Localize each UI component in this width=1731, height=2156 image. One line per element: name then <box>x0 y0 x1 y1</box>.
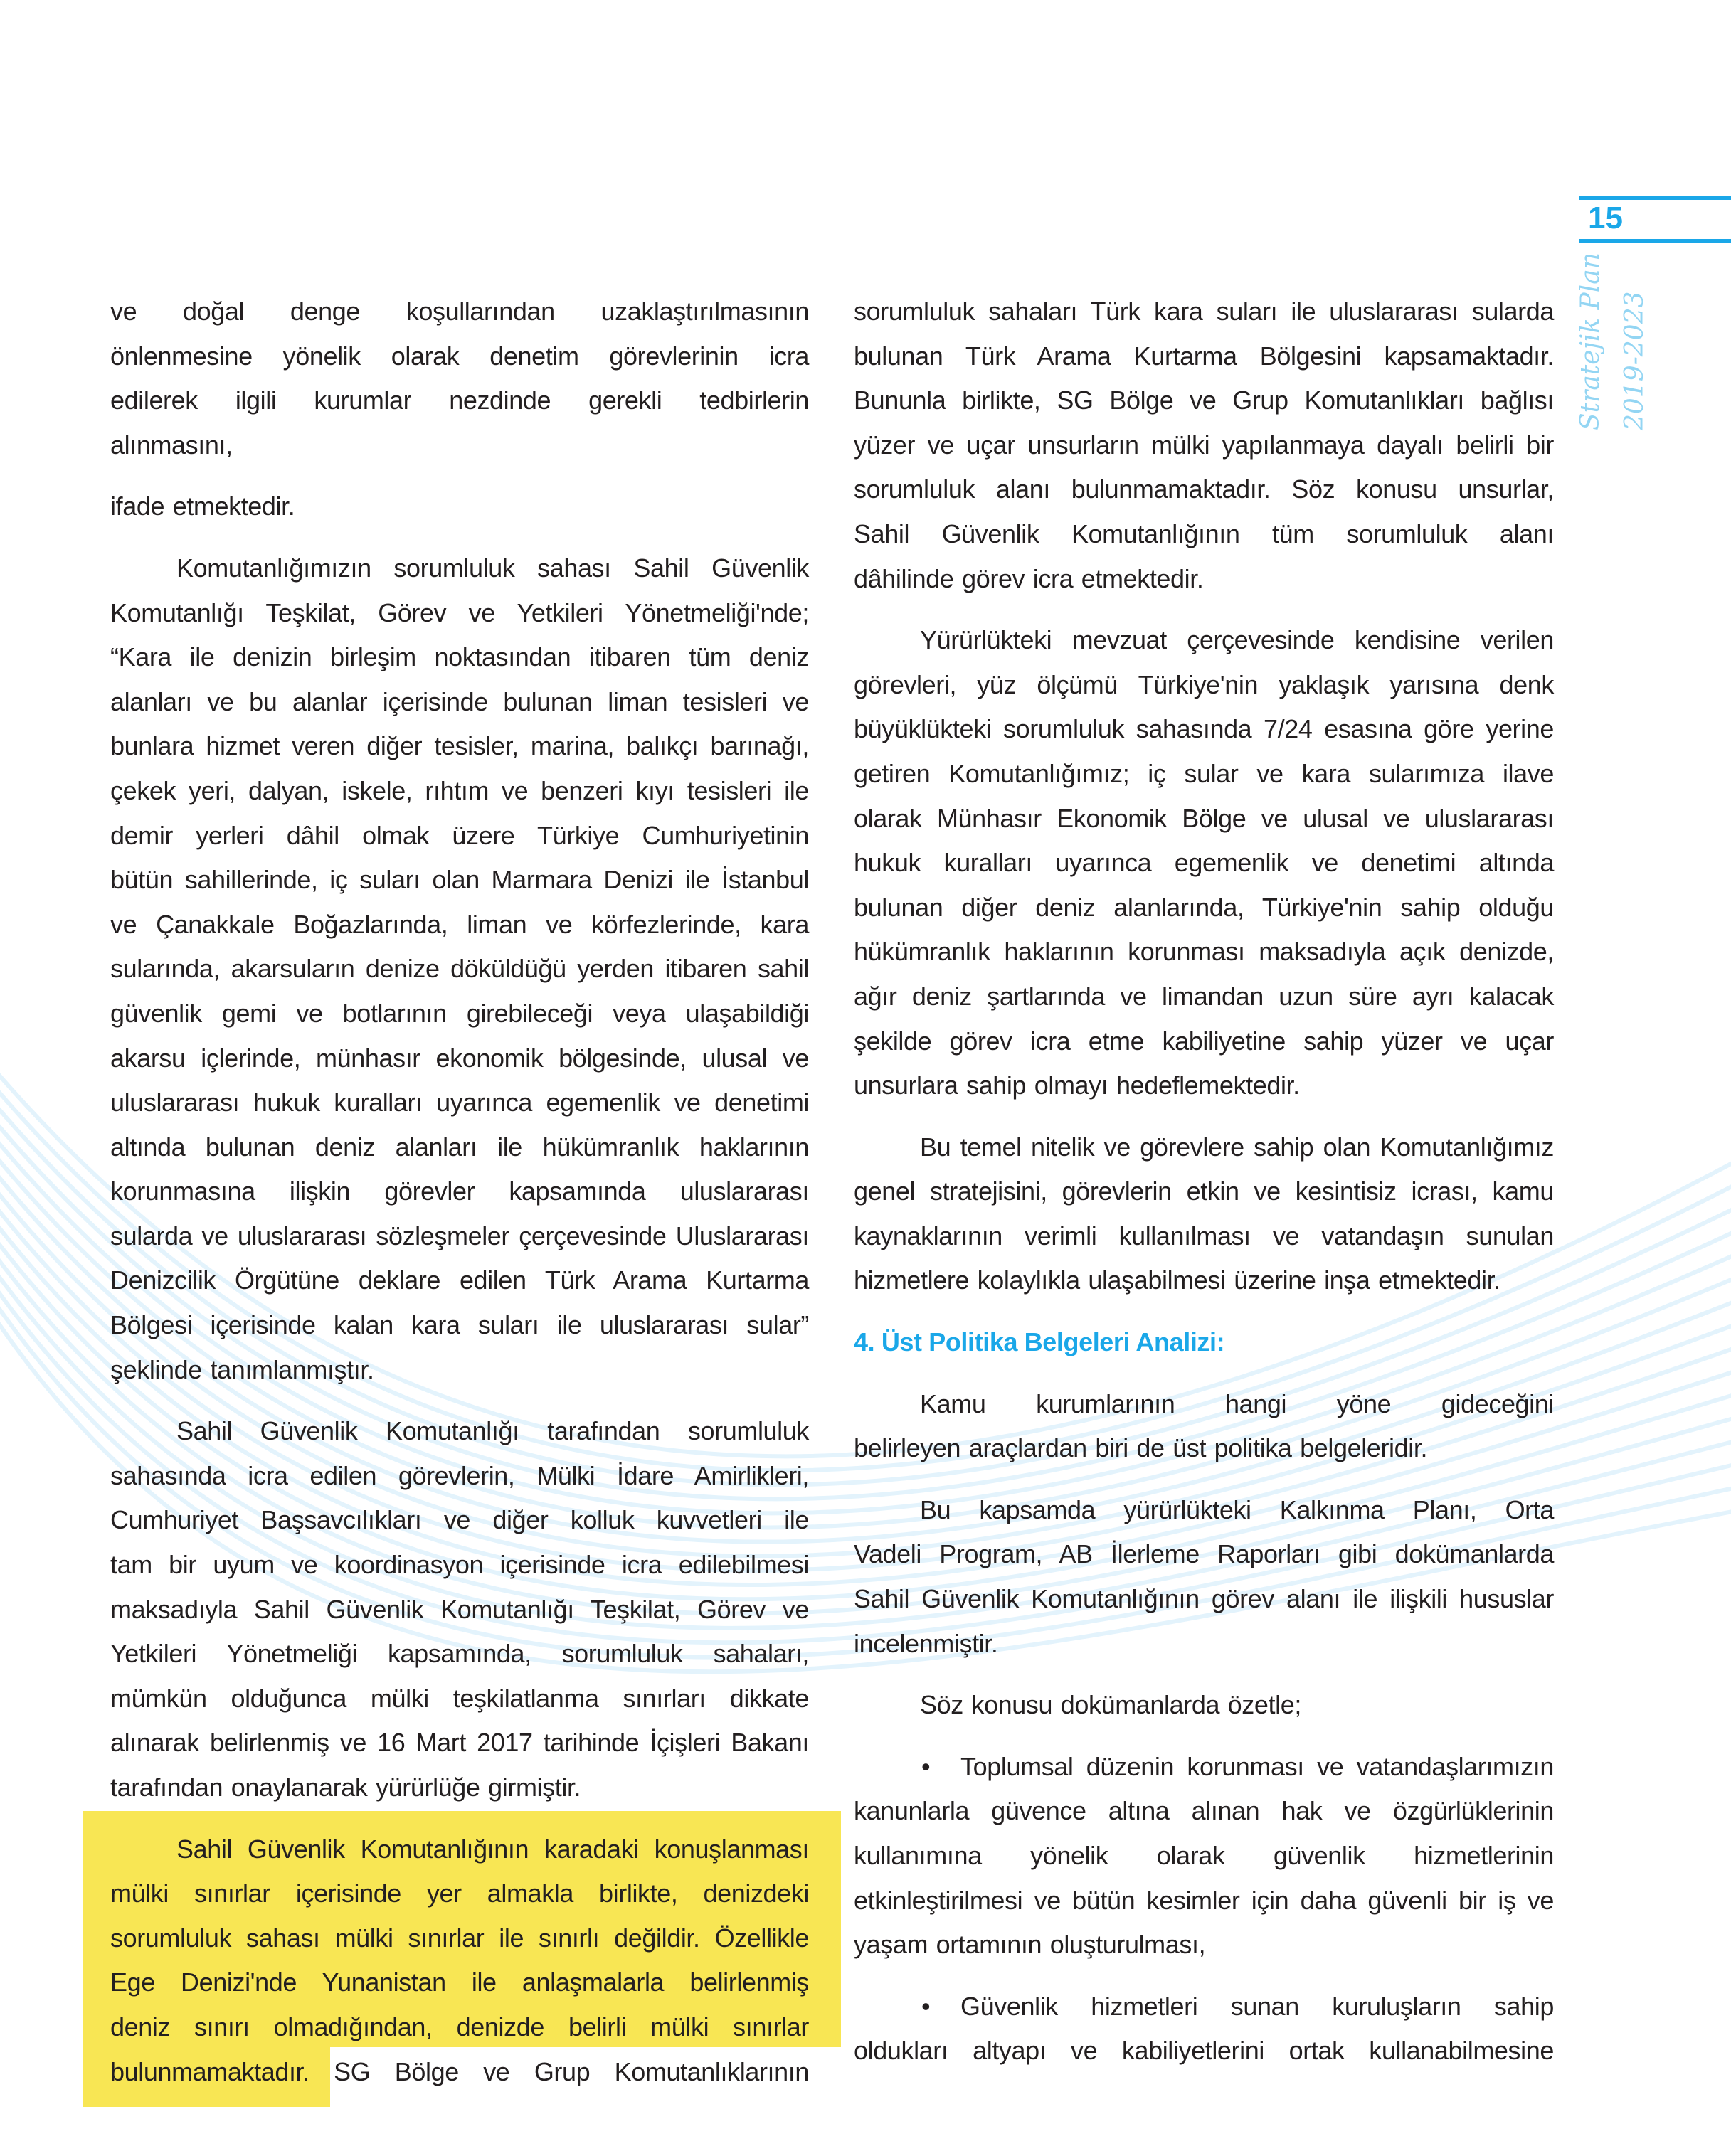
header-rule-bottom <box>1579 239 1731 243</box>
text-line: alınmasını, <box>110 430 233 460</box>
text-line: ve doğal denge koşullarından uzaklaştırılmasının <box>110 297 809 326</box>
text-line: altında bulunan deniz alanları ile hükümranlık haklarının <box>110 1132 809 1162</box>
paragraph <box>110 1409 809 1810</box>
bullet-item <box>854 1745 1554 1968</box>
text-line: sularda ve uluslararası sözleşmeler çerçevesinde Uluslararası <box>110 1221 809 1250</box>
text-line: şekilde görev icra etme kabiliyetine sahip yüzer ve uçar <box>854 1026 1554 1056</box>
text-line: mülki sınırlar içerisinde yer almakla birlikte, denizdeki <box>110 1879 809 1908</box>
right-column <box>854 290 1554 2091</box>
text-line: getiren Komutanlığımız; iç sular ve kara sularımıza ilave <box>854 758 1554 788</box>
text-line: şeklinde tanımlanmıştır. <box>110 1354 374 1384</box>
text-line: alanları ve bu alanlar içerisinde bulunan liman tesisleri ve <box>110 686 809 716</box>
text-line: ve Çanakkale Boğazlarında, liman ve körfezlerinde, kara <box>110 909 809 939</box>
section-heading: 4. Üst Politika Belgeleri Analizi: <box>854 1327 1225 1357</box>
text-line: belirleyen araçlardan biri de üst politika belgeleridir. <box>854 1433 1428 1463</box>
text-line: sorumluluk alanı bulunmamaktadır. Söz konusu unsurlar, <box>854 474 1554 504</box>
text-line: Bu temel nitelik ve görevlere sahip olan Komutanlığımız <box>920 1132 1554 1162</box>
text-line: hükümranlık haklarının korunması maksadıyla açık denizde, <box>854 937 1554 967</box>
text-line: Kamu kurumlarının hangi yöne gideceğini <box>920 1388 1554 1418</box>
left-column <box>110 290 809 2111</box>
text-line: hukuk kuralları uyarınca egemenlik ve denetimi altında <box>854 848 1554 878</box>
side-title: Stratejik Plan <box>1576 253 1605 430</box>
text-line: dâhilinde görev icra etmektedir. <box>854 563 1204 593</box>
text-line: kaynaklarının verimli kullanılması ve vatandaşın sunulan <box>854 1221 1554 1250</box>
bullet-icon: • <box>921 1991 931 2021</box>
text-line: yaşam ortamının oluşturulması, <box>854 1930 1206 1960</box>
bullet-text: Güvenlik hizmetleri sunan kuruluşların sahip <box>960 1991 1554 2021</box>
paragraph <box>854 1488 1554 1666</box>
text-line: yüzer ve uçar unsurların mülki yapılanmaya dayalı belirli bir <box>854 430 1554 460</box>
text-line: bütün sahillerinde, iç suları olan Marmara Denizi ile İstanbul <box>110 865 809 895</box>
text-line: tam bir uyum ve koordinasyon içerisinde icra edilebilmesi <box>110 1550 809 1580</box>
text-line: Komutanlığımızın sorumluluk sahası Sahil Güvenlik <box>176 553 809 583</box>
text-line: korunmasına ilişkin görevler kapsamında uluslararası <box>110 1177 809 1206</box>
text-line <box>854 1745 1554 1790</box>
text-line: edilerek ilgili kurumlar nezdinde gerekli tedbirlerin <box>110 386 809 415</box>
text-line: görevleri, yüz ölçümü Türkiye'nin yaklaşık yarısına denk <box>854 669 1554 699</box>
text-line: sularında, akarsuların denize döküldüğü yerden itibaren sahil <box>110 954 809 984</box>
text-line: unsurlara sahip olmayı hedeflemektedir. <box>854 1071 1300 1100</box>
bullet-icon: • <box>921 1751 931 1781</box>
text-line: önlenmesine yönelik olarak denetim görevlerinin icra <box>110 341 809 371</box>
text-line: hizmetlere kolaylıkla ulaşabilmesi üzerine inşa etmektedir. <box>854 1265 1500 1295</box>
text-line: Bununla birlikte, SG Bölge ve Grup Komutanlıkları bağlısı <box>854 386 1554 415</box>
text-line: deniz sınırı olmadığından, denizde belirli mülki sınırlar <box>110 2012 809 2041</box>
paragraph <box>854 618 1554 1108</box>
text-line: ağır deniz şartlarında ve limandan uzun süre ayrı kalacak <box>854 981 1554 1011</box>
paragraph <box>110 1827 809 2095</box>
text-line: ifade etmektedir. <box>110 492 295 521</box>
text-line: kanunlarla güvence altına alınan hak ve özgürlüklerinin <box>854 1796 1554 1826</box>
text-line: çekek yeri, dalyan, iskele, rıhtım ve benzeri kıyı tesisleri ile <box>110 775 809 805</box>
text-line: genel stratejisini, görevlerin etkin ve kesintisiz icrası, kamu <box>854 1177 1554 1206</box>
text-line: Vadeli Program, AB İlerleme Raporları gibi dokümanlarda <box>854 1539 1554 1569</box>
bullet-text: Toplumsal düzenin korunması ve vatandaşlarımızın <box>960 1751 1554 1781</box>
page-number: 15 <box>1588 201 1623 235</box>
paragraph <box>854 1683 1554 1728</box>
text-line: olarak Münhasır Ekonomik Bölge ve ulusal ve uluslararası <box>854 803 1554 833</box>
text-line: sorumluluk sahaları Türk kara suları ile uluslararası sularda <box>854 297 1554 326</box>
text-line: büyüklükteki sorumluluk sahasında 7/24 esasına göre yerine <box>854 714 1554 744</box>
text-line: bulunmamaktadır. SG Bölge ve Grup Komutanlıklarının <box>110 2056 809 2086</box>
paragraph <box>854 1125 1554 1303</box>
text-line: Denizcilik Örgütüne deklare edilen Türk Arama Kurtarma <box>110 1265 809 1295</box>
text-line: Söz konusu dokümanlarda özetle; <box>920 1690 1301 1720</box>
text-line: incelenmiştir. <box>854 1628 998 1658</box>
text-line: mümkün olduğunca mülki teşkilatlanma sınırları dikkate <box>110 1683 809 1713</box>
text-line: güvenlik gemi ve botlarının girebileceği veya ulaşabildiği <box>110 998 809 1028</box>
text-line: oldukları altyapı ve kabiliyetlerini ortak kullanabilmesine <box>854 2036 1554 2066</box>
text-line: Komutanlığı Teşkilat, Görev ve Yetkileri Yönetmeliği'nde; <box>110 598 809 627</box>
text-line: sahasında icra edilen görevlerin, Mülki İdare Amirlikleri, <box>110 1460 809 1490</box>
bullet-item <box>854 1985 1554 2073</box>
text-line: “Kara ile denizin birleşim noktasından itibaren tüm deniz <box>110 642 809 672</box>
text-line: akarsu içlerinde, münhasır ekonomik bölgesinde, ulusal ve <box>110 1043 809 1073</box>
text-line: Sahil Güvenlik Komutanlığının tüm sorumluluk alanı <box>854 519 1554 548</box>
text-line: etkinleştirilmesi ve bütün kesimler için daha güvenli bir iş ve <box>854 1885 1554 1915</box>
paragraph <box>854 290 1554 601</box>
paragraph <box>854 1382 1554 1471</box>
text-line: Cumhuriyet Başsavcılıkları ve diğer kolluk kuvvetleri ile <box>110 1505 809 1535</box>
paragraph <box>110 290 809 467</box>
text-line: Sahil Güvenlik Komutanlığı tarafından sorumluluk <box>176 1416 809 1446</box>
text-line: Yürürlükteki mevzuat çerçevesinde kendisine verilen <box>920 625 1554 655</box>
paragraph <box>110 484 809 529</box>
text-line: uluslararası hukuk kuralları uyarınca egemenlik ve denetimi <box>110 1088 809 1117</box>
text-line: demir yerleri dâhil olmak üzere Türkiye Cumhuriyetinin <box>110 820 809 850</box>
side-years: 2019-2023 <box>1620 291 1649 430</box>
text-line: Bu kapsamda yürürlükteki Kalkınma Planı, Orta <box>920 1494 1554 1524</box>
text-line: Sahil Güvenlik Komutanlığının görev alanı ile ilişkili hususlar <box>854 1584 1554 1614</box>
text-line: bulunan Türk Arama Kurtarma Bölgesini kapsamaktadır. <box>854 341 1554 371</box>
text-line: tarafından onaylanarak yürürlüğe girmiştir. <box>110 1773 581 1802</box>
text-line: bulunan diğer deniz alanlarında, Türkiye'nin sahip olduğu <box>854 892 1554 922</box>
text-line: sorumluluk sahası mülki sınırlar ile sınırlı değildir. Özellikle <box>110 1923 809 1953</box>
text-line: Bölgesi içerisinde kalan kara suları ile uluslararası sular” <box>110 1310 809 1340</box>
text-line: bunlara hizmet veren diğer tesisler, marina, balıkçı barınağı, <box>110 731 809 761</box>
text-line <box>854 1985 1554 2029</box>
text-line: kullanımına yönelik olarak güvenlik hizmetlerinin <box>854 1841 1554 1870</box>
text-line: Ege Denizi'nde Yunanistan ile anlaşmalarla belirlenmiş <box>110 1968 809 1997</box>
header-rule-top <box>1579 196 1731 200</box>
paragraph <box>110 546 809 1392</box>
text-line: Yetkileri Yönetmeliği kapsamında, sorumluluk sahaları, <box>110 1639 809 1669</box>
text-line: alınarak belirlenmiş ve 16 Mart 2017 tarihinde İçişleri Bakanı <box>110 1728 809 1758</box>
text-line: Sahil Güvenlik Komutanlığının karadaki konuşlanması <box>176 1834 809 1864</box>
text-line: maksadıyla Sahil Güvenlik Komutanlığı Teşkilat, Görev ve <box>110 1594 809 1624</box>
